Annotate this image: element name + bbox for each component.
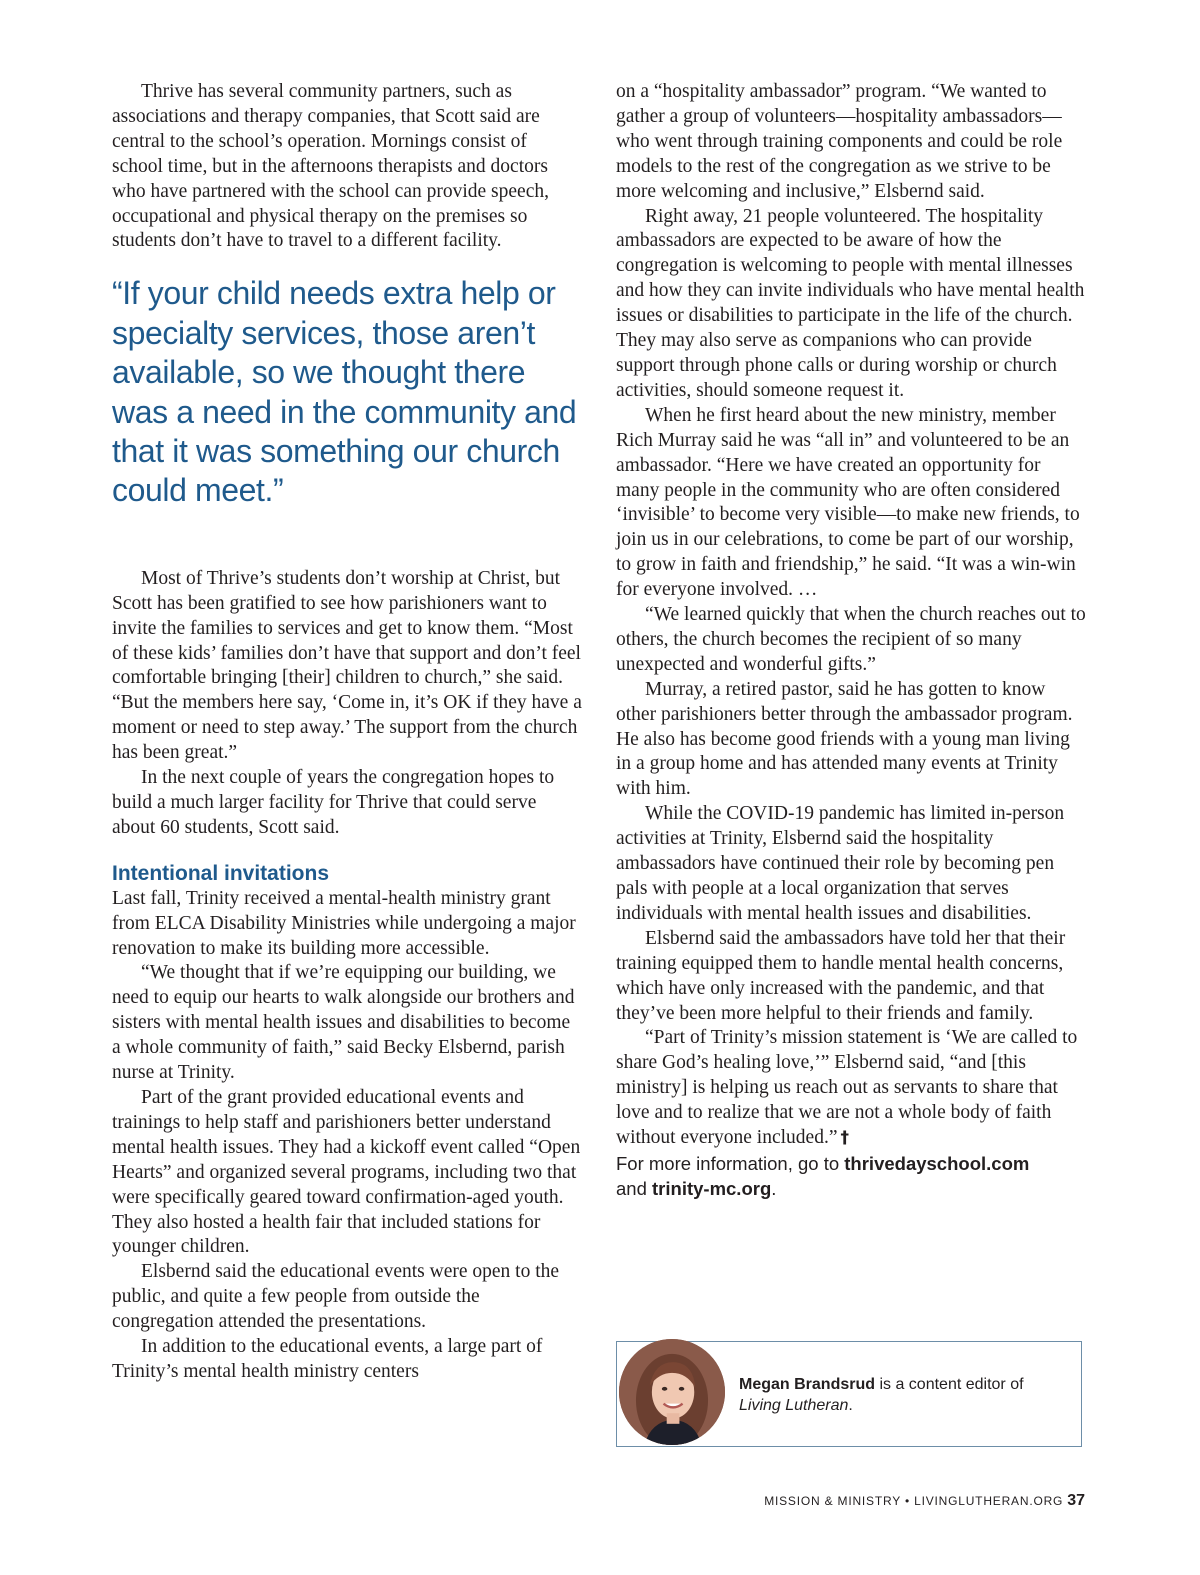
author-bio-box [616, 1341, 1082, 1447]
final-paragraph [616, 1026, 1086, 1151]
body-paragraph-text: “Part of Trinity’s mission statement is ‘We are called to share God’s healing love,’” Elsbernd said, “and [this ministry] is helping us reach out as servants to share that love and to realize that we are not a whole body of faith without everyone included.” [616, 1027, 1078, 1149]
footer-section: MISSION & MINISTRY • LIVINGLUTHERAN.ORG [764, 1494, 1064, 1508]
more-info [616, 1151, 1086, 1201]
page-footer [764, 1492, 1085, 1510]
body-paragraph: “We thought that if we’re equipping our building, we need to equip our hearts to walk alongside our brothers and sisters with mental health issues and disabilities to become a whole community of faith,” said Becky Elsbernd, parish nurse at Trinity. [112, 962, 575, 1084]
left-column [112, 80, 582, 1385]
page-number: 37 [1067, 1492, 1085, 1509]
body-paragraph: Part of the grant provided educational events and trainings to help staff and parishioners better understand mental health issues. They had a kickoff event called “Open Hearts” and organized several programs, including two that were specifically geared toward confirmation-aged youth. They also hosted a health fair that included stations for younger children. [112, 1087, 581, 1258]
author-bio-after: . [848, 1397, 853, 1414]
body-paragraph: Elsbernd said the educational events were open to the public, and quite a few people from outside the congregation attended the presentations. [112, 1261, 560, 1333]
body-paragraph: In addition to the educational events, a large part of Trinity’s mental health ministry centers [112, 1336, 543, 1382]
body-paragraph: “We learned quickly that when the church reaches out to others, the church becomes the recipient of so many unexpected and wonderful gifts.” [616, 604, 1086, 675]
body-paragraph: In the next couple of years the congregation hopes to build a much larger facility for Thrive that could serve about 60 students, Scott said. [112, 767, 555, 838]
publication-name: Living Lutheran [739, 1397, 849, 1414]
body-paragraph: on a “hospitality ambassador” program. “We wanted to gather a group of volunteers—hospitality ambassadors—who went through training components and could be role models to the rest of the congregation as we strive to be more welcoming and inclusive,” Elsbernd said. [616, 81, 1063, 202]
body-paragraph: Thrive has several community partners, such as associations and therapy companies, that Scott said are central to the school’s operation. Mornings consist of school time, but in the afternoons therapists and doctors who have partnered with the school can provide speech, occupational and physical therapy on the premises so students don’t have to travel to a different facility. [112, 81, 549, 252]
trinity-link[interactable]: trinity-mc.org [652, 1177, 772, 1199]
author-bio-text [739, 1374, 1059, 1416]
body-paragraph: Right away, 21 people volunteered. The hospitality ambassadors are expected to be aware of how the congregation is welcoming to people with mental illnesses and how they can invite individuals who have mental health issues or disabilities to participate in the life of the church. They may also serve as companions who can provide support through phone calls or during worship or church activities, should someone request it. [616, 205, 1085, 401]
pull-quote [112, 274, 582, 510]
body-paragraph: Most of Thrive’s students don’t worship at Christ, but Scott has been gratified to see how parishioners want to invite the families to services and get to know them. “Most of these kids’ families don’t have that support and don’t feel comfortable bringing [their] children to church,” she said. “But the members here say, ‘Come in, it’s OK if they have a moment or need to step away.’ The support from the church has been great.” [112, 567, 582, 764]
more-info-suffix: . [771, 1177, 777, 1199]
right-column [616, 80, 1086, 1201]
author-bio-before: is a content editor of [875, 1376, 1024, 1393]
more-info-prefix: For more information, go to [616, 1152, 845, 1174]
body-paragraph: When he first heard about the new ministry, member Rich Murray said he was “all in” and volunteered to be an ambassador. “Here we have created an opportunity for many people in the community who are often considered ‘invisible’ to become very visible—to make new friends, to join us in our celebrations, to come be part of our worship, to grow in faith and friendship,” he said. “It was a win-win for everyone involved. … [616, 404, 1080, 601]
more-info-middle: and [616, 1177, 653, 1199]
body-paragraph: While the COVID-19 pandemic has limited in-person activities at Trinity, Elsbernd said the hospitality ambassadors have continued their role by becoming pen pals with people at a local organization that serves individuals with mental health issues and disabilities. [616, 803, 1065, 924]
author-name: Megan Brandsrud [739, 1376, 876, 1393]
thrive-link[interactable]: thrivedayschool.com [844, 1152, 1030, 1174]
author-portrait-icon [619, 1339, 725, 1445]
author-avatar [619, 1339, 725, 1445]
body-paragraph: Last fall, Trinity received a mental-health ministry grant from ELCA Disability Ministries while undergoing a major renovation to make its building more accessible. [112, 887, 576, 959]
body-paragraph: Murray, a retired pastor, said he has gotten to know other parishioners better through the ambassador program. He also has become good friends with a young man living in a group home and has attended many events at Trinity with him. [616, 678, 1073, 800]
pull-quote-text: “If your child needs extra help or specialty services, those aren’t available, so we thought there was a need in the community and that it was something our church could meet.” [112, 275, 577, 509]
section-subhead: Intentional invitations [112, 861, 330, 885]
end-mark-icon: † [840, 1128, 849, 1149]
body-paragraph: Elsbernd said the ambassadors have told her that their training equipped them to handle mental health concerns, which have only increased with the pandemic, and that they’ve been more helpful to their friends and family. [616, 927, 1066, 1024]
